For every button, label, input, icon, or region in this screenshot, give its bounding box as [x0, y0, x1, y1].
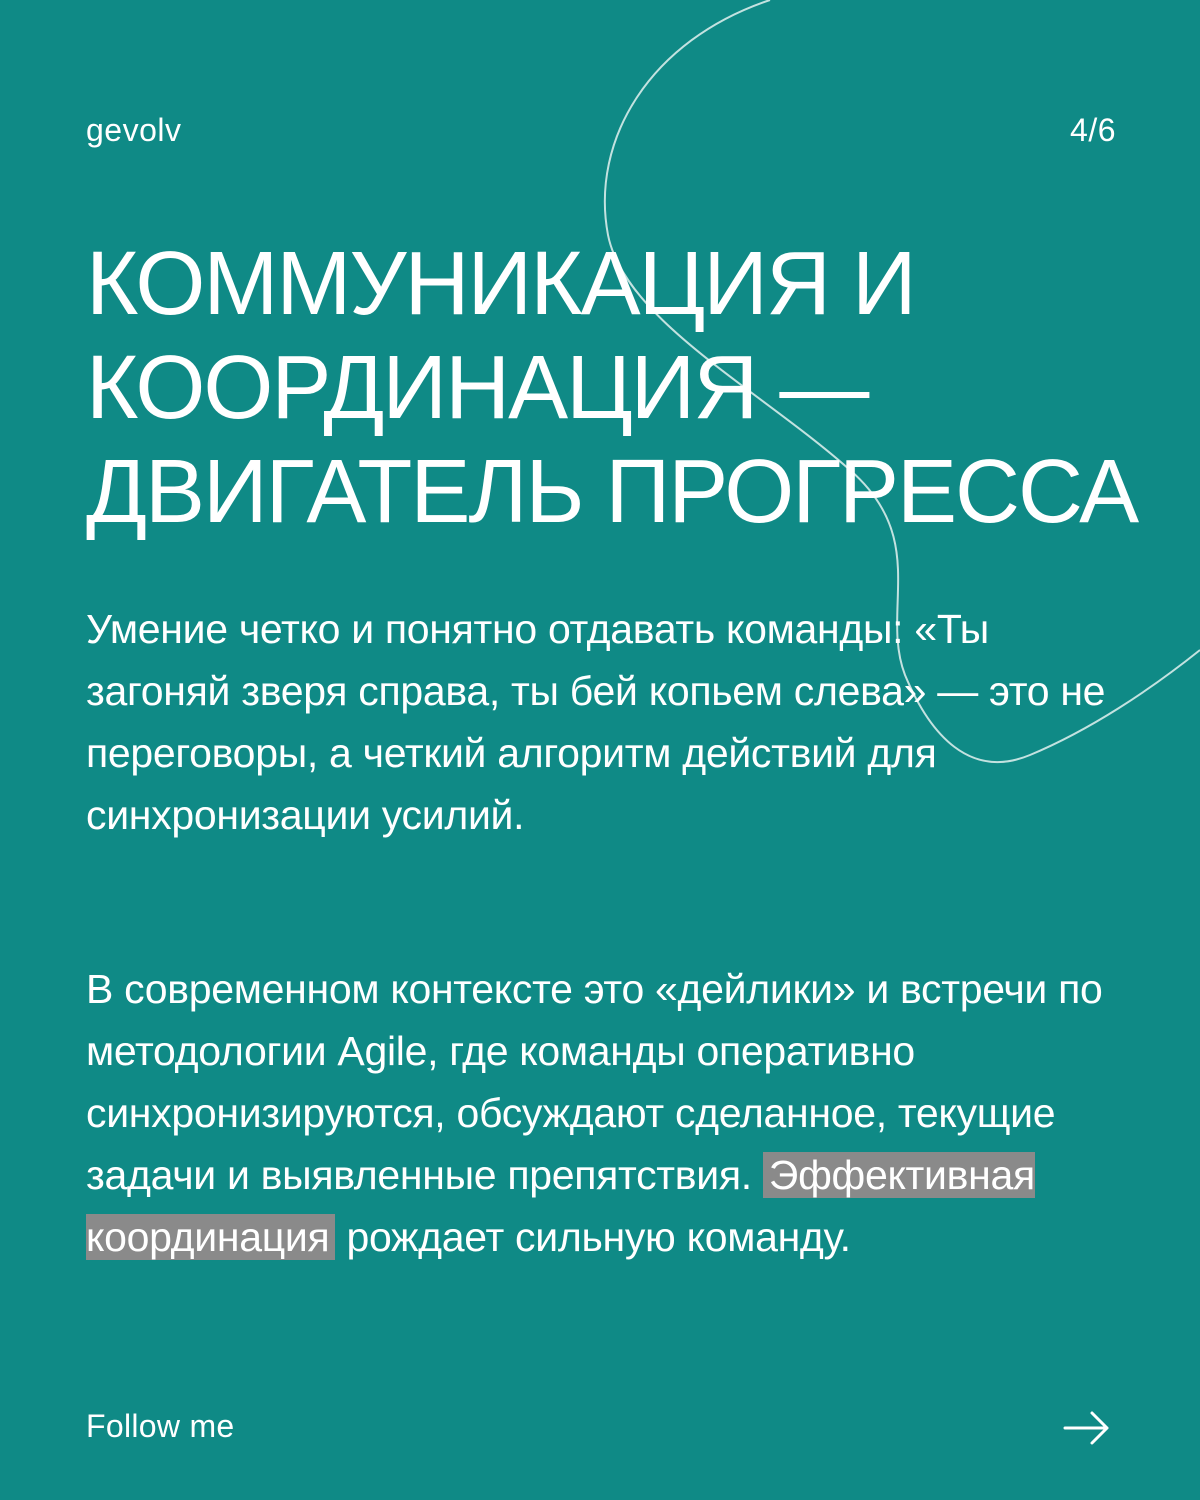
paragraph-2-text: В современном контексте это «дейлики» и встречи по методологии Agile, где команды оперативно синхронизируются, обсуждают сделанное, текущие задачи и выявленные препятствия. [86, 966, 1103, 1198]
title-line-3: ДВИГАТЕЛЬ ПРОГРЕССА [86, 442, 1138, 542]
paragraph-2-ending: рождает сильную команду. [335, 1214, 851, 1260]
slide-title [86, 232, 1138, 544]
paragraph-2 [86, 958, 1116, 1268]
paragraph-1: Умение четко и понятно отдавать команды: «Ты загоняй зверя справа, ты бей копьем слева» — это не переговоры, а четкий алгоритм действий для синхронизации усилий. [86, 606, 1106, 838]
title-line-1: КОММУНИКАЦИЯ И [86, 234, 915, 334]
follow-me-link[interactable]: Follow me [86, 1408, 235, 1444]
brand-name: gevolv [86, 112, 182, 148]
arrow-right-icon[interactable] [1062, 1408, 1112, 1448]
highlighted-phrase: Эффективная координация [86, 1152, 1035, 1260]
title-line-2: КООРДИНАЦИЯ — [86, 338, 868, 438]
page-counter: 4/6 [1070, 112, 1116, 148]
